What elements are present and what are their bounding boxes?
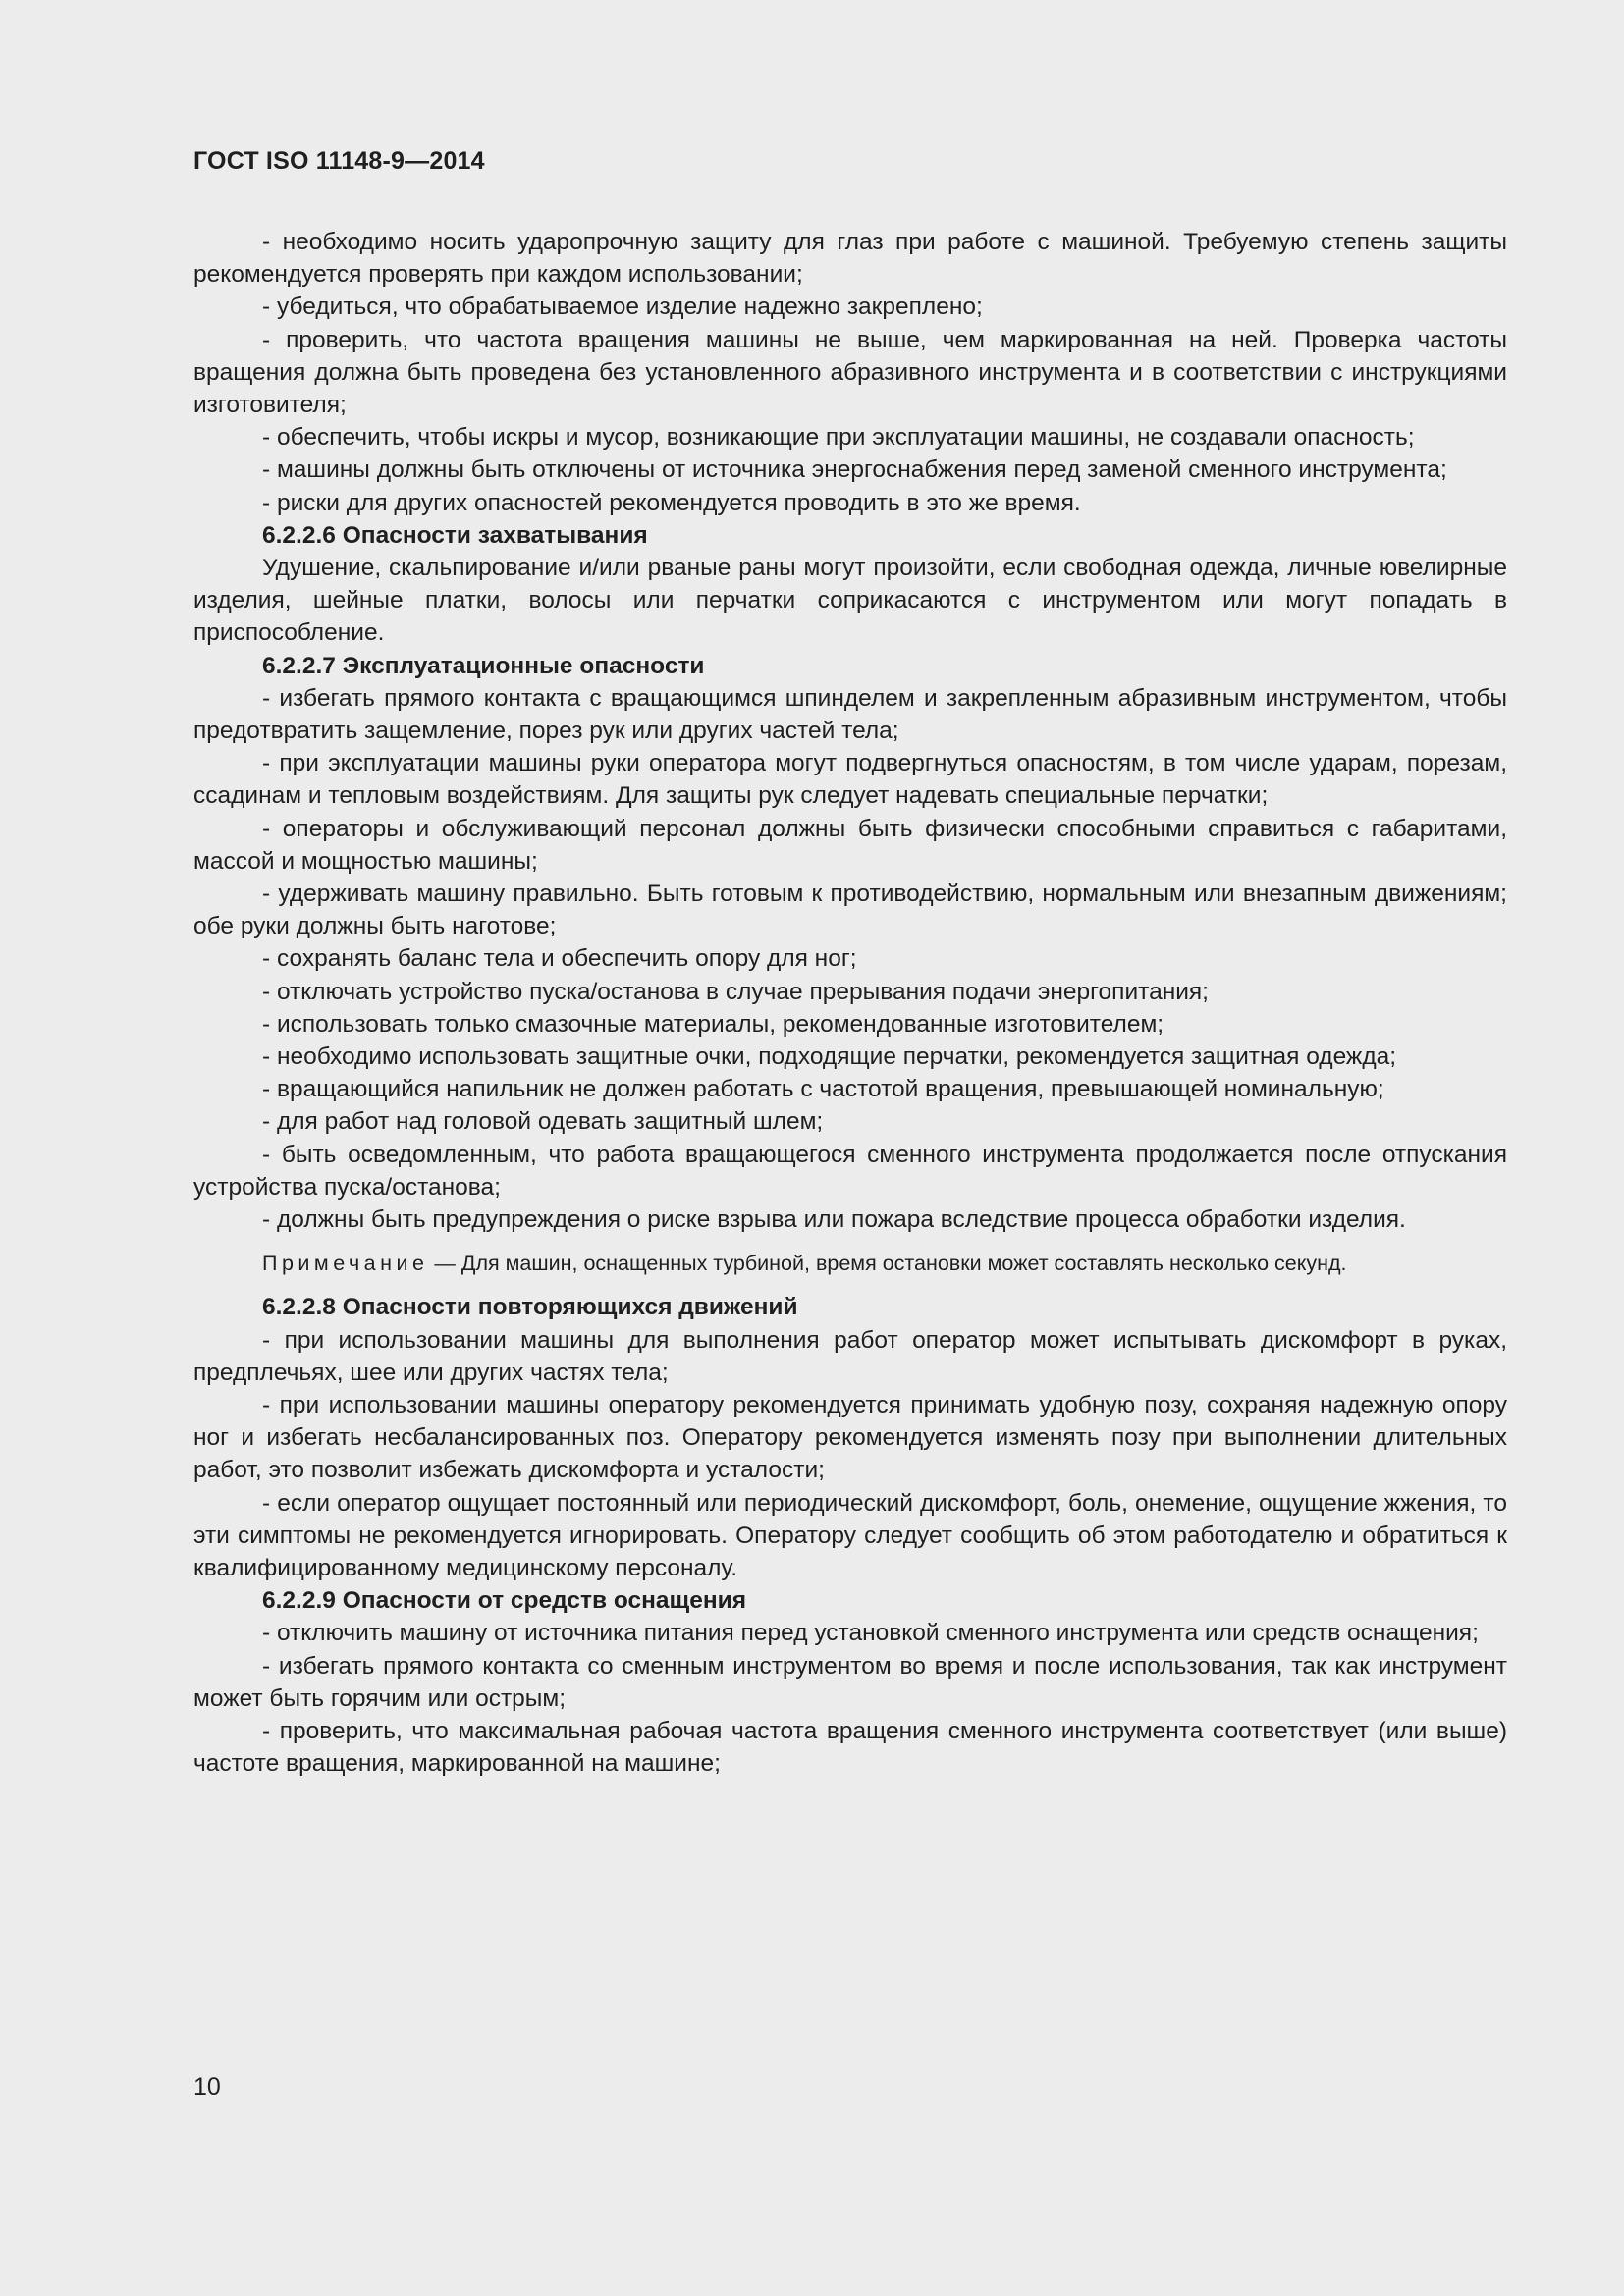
list-item: - необходимо использовать защитные очки, подходящие перчатки, рекомендуется защитная одежда; [262,1043,1397,1071]
list-item: - отключить машину от источника питания перед установкой сменного инструмента или средств оснащения; [262,1620,1479,1647]
document-body [193,226,1507,1780]
list-item: - машины должны быть отключены от источника энергоснабжения перед заменой сменного инструмента; [262,456,1447,484]
list-item: - избегать прямого контакта со сменным инструментом во время и после использования, так как инструмент может быть горячим или острым; [193,1652,1507,1712]
page-number: 10 [193,2073,221,2101]
list-item: Удушение, скальпирование и/или рваные раны могут произойти, если свободная одежда, личные ювелирные изделия, шейные платки, волосы или перчатки соприкасаются с инструментом или могут попадать в приспособление. [193,555,1507,647]
list-item: - операторы и обслуживающий персонал должны быть физически способными справиться с габаритами, массой и мощностью машины; [193,815,1507,875]
note-paragraph [193,1248,1507,1279]
list-item: - использовать только смазочные материалы, рекомендованные изготовителем; [262,1010,1164,1038]
list-item: - обеспечить, чтобы искры и мусор, возникающие при эксплуатации машины, не создавали опасность; [262,424,1415,452]
list-item: - если оператор ощущает постоянный или периодический дискомфорт, боль, онемение, ощущение жжения, то эти симптомы не рекомендуется игнорировать. Оператору следует сообщить об этом работодателю и обратиться к квалифицированному медицинскому персоналу. [193,1489,1507,1581]
section-heading: 6.2.2.9 Опасности от средств оснащения [262,1587,747,1615]
list-item: - при эксплуатации машины руки оператора могут подвергнуться опасностям, в том числе ударам, порезам, ссадинам и тепловым воздействиям. Для защиты рук следует надевать специальные перчатки; [193,750,1507,810]
list-item: - отключать устройство пуска/останова в случае прерывания подачи энергопитания; [262,978,1209,1005]
list-item: - должны быть предупреждения о риске взрыва или пожара вследствие процесса обработки изделия. [262,1206,1406,1234]
list-item: - проверить, что частота вращения машины не выше, чем маркированная на ней. Проверка частоты вращения должна быть проведена без установленного абразивного инструмента и в соответствии с инструкциями изготовителя; [193,326,1507,419]
note-text: — Для машин, оснащенных турбиной, время остановки может составлять несколько секунд. [428,1252,1347,1276]
list-item: - проверить, что максимальная рабочая частота вращения сменного инструмента соответствует (или выше) частоте вращения, маркированной на машине; [193,1717,1507,1778]
section-heading: 6.2.2.8 Опасности повторяющихся движений [262,1294,798,1321]
list-item: - для работ над головой одевать защитный шлем; [262,1108,824,1136]
list-item: - при использовании машины оператору рекомендуется принимать удобную позу, сохраняя надежную опору ног и избегать несбалансированных поз. Оператору рекомендуется изменять позу при выполнении длительных работ, это позволит избежать дискомфорта и усталости; [193,1391,1507,1484]
list-item: - риски для других опасностей рекомендуется проводить в это же время. [262,489,1081,516]
note-label: Примечание [262,1252,429,1276]
list-item: - удерживать машину правильно. Быть готовым к противодействию, нормальным или внезапным движениям; обе руки должны быть наготове; [193,881,1507,940]
section-heading: 6.2.2.6 Опасности захватывания [262,521,648,549]
document-header: ГОСТ ISO 11148-9—2014 [193,147,485,175]
list-item: - сохранять баланс тела и обеспечить опору для ног; [262,945,857,973]
list-item: - при использовании машины для выполнения работ оператор может испытывать дискомфорт в руках, предплечьях, шее или других частях тела; [193,1326,1507,1386]
list-item: - необходимо носить ударопрочную защиту для глаз при работе с машиной. Требуемую степень защиты рекомендуется проверять при каждом использовании; [193,229,1507,289]
list-item: - убедиться, что обрабатываемое изделие надежно закреплено; [262,294,983,321]
section-heading: 6.2.2.7 Эксплуатационные опасности [262,652,705,679]
list-item: - быть осведомленным, что работа вращающегося сменного инструмента продолжается после отпускания устройства пуска/останова; [193,1141,1507,1201]
list-item: - избегать прямого контакта с вращающимся шпинделем и закрепленным абразивным инструментом, чтобы предотвратить защемление, порез рук или других частей тела; [193,684,1507,745]
list-item: - вращающийся напильник не должен работать с частотой вращения, превышающей номинальную; [262,1076,1384,1103]
